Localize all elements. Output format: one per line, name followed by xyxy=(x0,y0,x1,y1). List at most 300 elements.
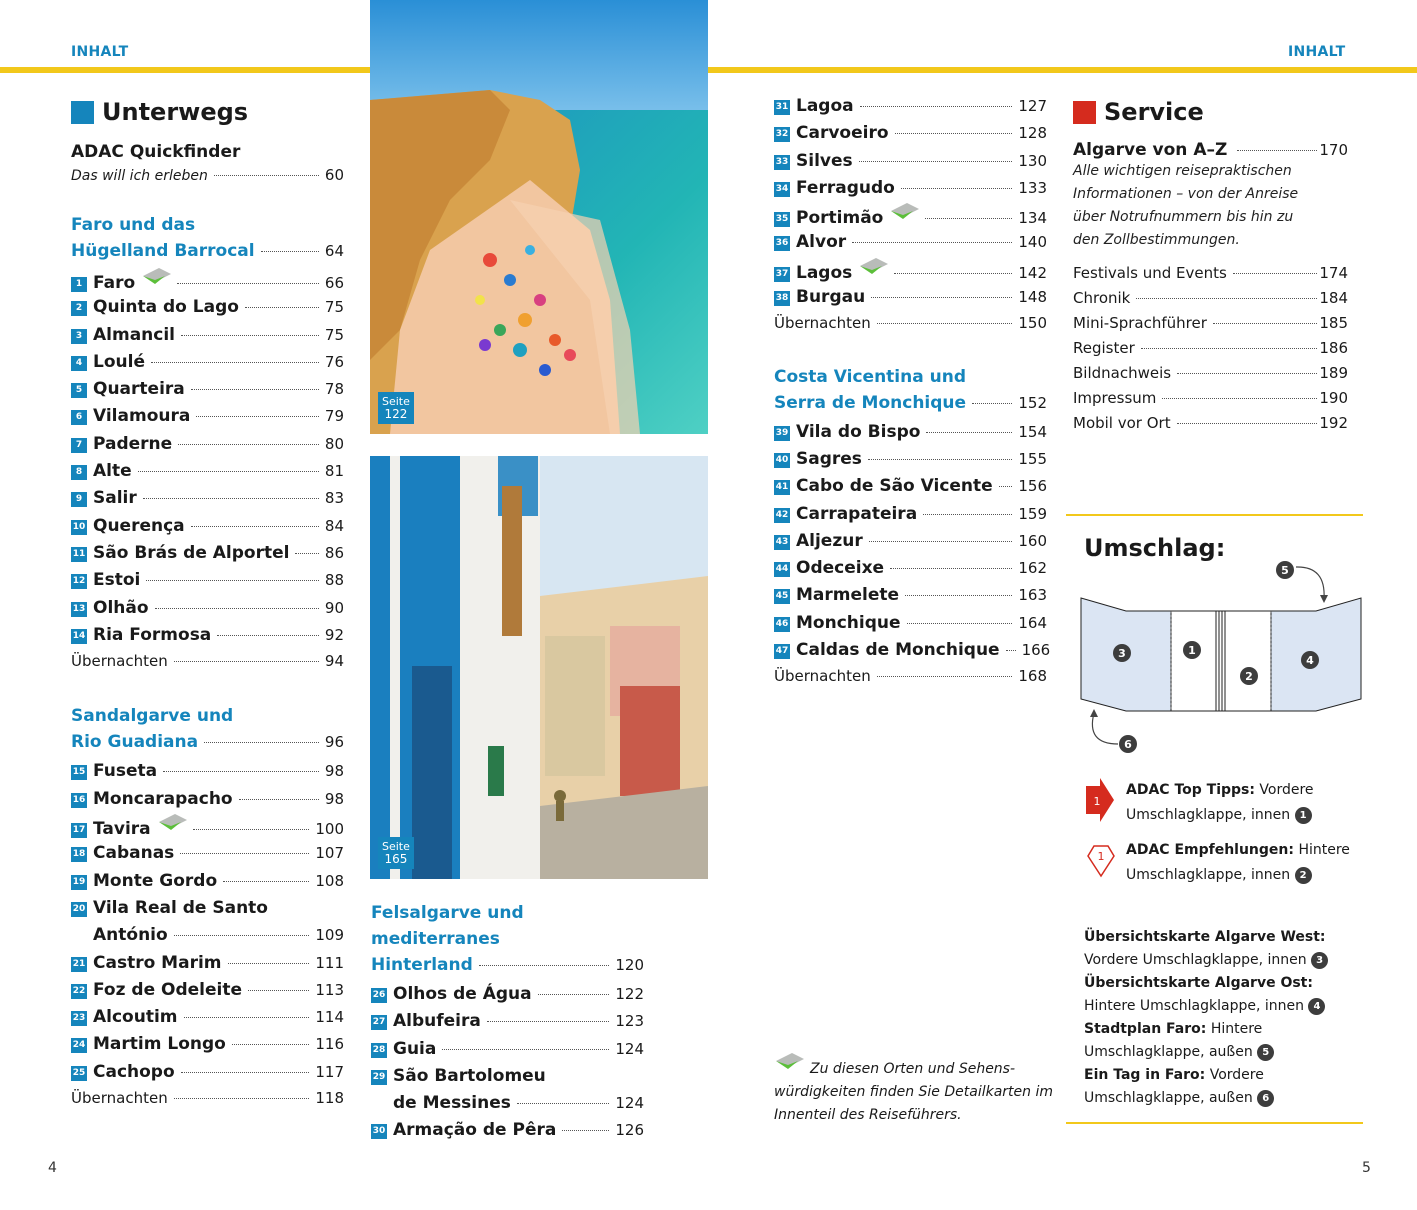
entry-number-badge: 26 xyxy=(371,988,387,1003)
leader-dots xyxy=(972,403,1012,404)
page-number: 98 xyxy=(324,789,344,808)
toc-entry[interactable] xyxy=(71,789,344,816)
entry-number-badge: 35 xyxy=(774,212,790,227)
overview-text: Vordere Umschlagklappe, außen xyxy=(1084,1067,1264,1106)
page-number: 94 xyxy=(324,652,344,671)
toc-entry[interactable] xyxy=(71,1034,344,1061)
page-number: 184 xyxy=(1319,289,1348,307)
page-number: 86 xyxy=(324,543,344,562)
legend-empfehlungen xyxy=(1084,838,1364,888)
toc-entry[interactable] xyxy=(71,816,344,843)
toc-entry[interactable] xyxy=(774,449,1047,476)
entry-number-badge: 7 xyxy=(71,438,87,453)
page-number: 192 xyxy=(1319,414,1348,432)
diagram-label-3: 3 xyxy=(1118,647,1126,660)
leader-dots xyxy=(999,486,1013,487)
entry-label: António xyxy=(93,925,168,946)
toc-column-1 xyxy=(71,98,344,1116)
leader-dots xyxy=(1006,650,1016,651)
page-number: 120 xyxy=(615,956,644,974)
leader-dots xyxy=(905,595,1012,596)
page-number: 190 xyxy=(1319,389,1348,407)
toc-entry[interactable] xyxy=(71,1007,344,1034)
legend-text: Vordere Umschlagklappe, innen xyxy=(1126,782,1314,823)
leader-dots xyxy=(1141,348,1318,349)
entry-label: Vilamoura xyxy=(93,406,191,427)
page-number: 107 xyxy=(315,844,344,863)
badge-page: 122 xyxy=(384,407,408,421)
toc-entry[interactable] xyxy=(71,598,344,625)
page-number: 185 xyxy=(1319,314,1348,332)
leader-dots xyxy=(214,175,319,176)
footnote-text: Zu diesen Orten und Sehens-würdigkeiten finden Sie Detailkarten im Innenteil des Reiseführers. xyxy=(774,1061,1053,1123)
leader-dots xyxy=(261,251,319,252)
page-number: 166 xyxy=(1021,641,1051,660)
toc-entry[interactable] xyxy=(774,585,1047,612)
region-title-line2: Serra de Monchique xyxy=(774,392,967,413)
toc-entry-continuation[interactable] xyxy=(371,1093,644,1120)
service-column xyxy=(1073,98,1348,439)
entry-label: Salir xyxy=(93,488,137,509)
region-title-row[interactable] xyxy=(371,952,644,978)
entry-number-badge: 1 xyxy=(71,277,87,292)
page-number: 118 xyxy=(315,1089,344,1108)
leader-dots xyxy=(925,218,1012,219)
entry-number-badge: 36 xyxy=(774,236,790,251)
entry-number-badge: 14 xyxy=(71,629,87,644)
toc-entry[interactable] xyxy=(71,898,344,925)
region-sandalgarve xyxy=(71,703,344,1116)
toc-entry-plain[interactable] xyxy=(774,667,1047,694)
toc-entry[interactable] xyxy=(71,325,344,352)
page-number: 81 xyxy=(324,462,344,481)
toc-entry[interactable] xyxy=(774,613,1047,640)
running-head-left: INHALT xyxy=(71,44,129,60)
entry-label: Tavira xyxy=(93,819,151,840)
toc-entry[interactable] xyxy=(774,558,1047,585)
toc-entry-plain[interactable] xyxy=(1073,364,1348,389)
beach-photo-illustration xyxy=(370,0,708,434)
leader-dots xyxy=(860,106,1013,107)
toc-entry-plain[interactable] xyxy=(1073,314,1348,339)
toc-column-3 xyxy=(774,96,1051,695)
toc-entry[interactable] xyxy=(774,531,1047,558)
toc-entry[interactable] xyxy=(774,476,1047,503)
page-number: 164 xyxy=(1018,613,1047,632)
entry-number-badge: 6 xyxy=(71,410,87,425)
leader-dots xyxy=(193,829,310,830)
page-number: 108 xyxy=(315,871,344,890)
entry-label: Querença xyxy=(93,515,185,536)
street-photo xyxy=(370,456,708,879)
toc-entry-plain[interactable] xyxy=(1073,289,1348,314)
entry-number-badge: 33 xyxy=(774,155,790,170)
leader-dots xyxy=(191,389,319,390)
page-number: 75 xyxy=(324,298,344,317)
icon-number: 1 xyxy=(1097,850,1105,863)
entry-label: Alcoutim xyxy=(93,1007,178,1028)
toc-entry[interactable] xyxy=(371,1011,644,1038)
entry-label: Paderne xyxy=(93,433,173,454)
toc-entry[interactable] xyxy=(71,843,344,870)
page-number: 130 xyxy=(1018,151,1047,170)
page-number: 64 xyxy=(324,242,344,260)
legend-bold: ADAC Top Tipps: xyxy=(1126,782,1255,798)
overview-entry xyxy=(1084,926,1364,972)
toc-entry[interactable] xyxy=(371,1120,644,1147)
toc-entry[interactable] xyxy=(71,406,344,433)
toc-entry[interactable] xyxy=(71,297,344,324)
entry-label: Burgau xyxy=(796,287,866,308)
entry-description: Alle wichtigen reisepraktischen Informationen – von der Anreise über Notrufnummern bis hin zu den Zollbestimmungen. xyxy=(1073,163,1299,248)
leader-dots xyxy=(1237,150,1317,151)
section-heading-unterwegs xyxy=(71,98,344,126)
leader-dots xyxy=(871,297,1012,298)
leader-dots xyxy=(868,459,1012,460)
toc-entry-plain[interactable] xyxy=(774,314,1047,341)
toc-entry[interactable] xyxy=(71,516,344,543)
section-heading-service xyxy=(1073,98,1348,126)
toc-entry[interactable] xyxy=(774,640,1051,667)
page-number: 150 xyxy=(1018,314,1047,333)
leader-dots xyxy=(926,432,1012,433)
entry-label: Alte xyxy=(93,461,132,482)
blue-square-icon xyxy=(71,101,94,124)
toc-entry[interactable] xyxy=(71,543,344,570)
page-number: 154 xyxy=(1018,422,1047,441)
entry-label: Übernachten xyxy=(774,667,871,686)
page-number: 83 xyxy=(324,489,344,508)
toc-entry[interactable] xyxy=(774,205,1047,232)
entry-number-badge: 4 xyxy=(71,356,87,371)
leader-dots xyxy=(869,541,1013,542)
toc-entry-plain[interactable] xyxy=(1073,389,1348,414)
region-entries xyxy=(371,984,644,1148)
badge-page: 165 xyxy=(384,852,408,866)
toc-entry[interactable] xyxy=(71,352,344,379)
diagram-label-6: 6 xyxy=(1124,738,1132,751)
leader-dots xyxy=(1136,298,1317,299)
page-number: 96 xyxy=(324,733,344,752)
overview-text: Hintere Umschlagklappe, innen xyxy=(1084,998,1304,1014)
entry-number-badge: 41 xyxy=(774,480,790,495)
toc-entry[interactable] xyxy=(371,1039,644,1066)
leader-dots xyxy=(907,623,1013,624)
toc-entry[interactable] xyxy=(371,984,644,1011)
entry-number-badge: 24 xyxy=(71,1038,87,1053)
entry-label: Übernachten xyxy=(71,1089,168,1108)
entry-number-badge: 2 xyxy=(71,301,87,316)
region-entries xyxy=(774,421,1051,695)
entry-number-badge: 45 xyxy=(774,589,790,604)
toc-entry[interactable] xyxy=(71,434,344,461)
entry-label: Monte Gordo xyxy=(93,870,218,891)
overview-entry xyxy=(1084,1018,1364,1064)
entry-label: São Brás de Alportel xyxy=(93,542,290,563)
page-number-right: 5 xyxy=(1362,1160,1371,1176)
leader-dots xyxy=(562,1130,609,1131)
toc-entry[interactable] xyxy=(71,270,344,297)
page-number: 122 xyxy=(615,985,644,1003)
toc-entry-plain[interactable] xyxy=(1073,414,1348,439)
entry-label: Fuseta xyxy=(93,761,158,782)
toc-entry[interactable] xyxy=(774,123,1047,150)
page-number: 148 xyxy=(1018,288,1047,307)
entry-label: Mobil vor Ort xyxy=(1073,414,1171,432)
leader-dots xyxy=(877,676,1013,677)
toc-entry[interactable] xyxy=(71,570,344,597)
toc-entry[interactable] xyxy=(71,1062,344,1089)
page-number: 127 xyxy=(1018,97,1047,115)
entry-label: Vila do Bispo xyxy=(796,421,921,442)
entry-label: Alvor xyxy=(796,232,847,253)
cover-fold-diagram xyxy=(1076,561,1366,761)
page-number: 174 xyxy=(1319,264,1348,282)
page-number: 168 xyxy=(1018,667,1047,686)
toc-entry[interactable] xyxy=(774,422,1047,449)
toc-entry[interactable] xyxy=(774,151,1047,178)
toc-entry[interactable] xyxy=(71,379,344,406)
detail-map-icon xyxy=(858,258,888,276)
leader-dots xyxy=(174,661,319,662)
entry-label: Caldas de Monchique xyxy=(796,640,1000,661)
entry-label: Impressum xyxy=(1073,389,1157,407)
entry-label: Martim Longo xyxy=(93,1034,226,1055)
toc-entry[interactable] xyxy=(71,488,344,515)
leader-dots xyxy=(163,771,319,772)
toc-entry[interactable] xyxy=(371,1066,644,1093)
leader-dots xyxy=(895,133,1013,134)
legend-top-tipps xyxy=(1084,778,1364,828)
leader-dots xyxy=(196,416,319,417)
entry-number-badge: 30 xyxy=(371,1124,387,1139)
cover-guide-box xyxy=(1066,514,1363,1124)
toc-entry[interactable] xyxy=(71,980,344,1007)
entry-number-badge: 32 xyxy=(774,127,790,142)
header-rule-right xyxy=(708,67,1417,73)
entry-number-badge: 34 xyxy=(774,182,790,197)
toc-entry[interactable] xyxy=(71,871,344,898)
leader-dots xyxy=(239,799,319,800)
leader-dots xyxy=(538,994,610,995)
toc-entry-plain[interactable] xyxy=(1073,264,1348,289)
entry-label: Quarteira xyxy=(93,379,185,400)
entry-label: Carrapateira xyxy=(796,503,918,524)
entry-label: de Messines xyxy=(393,1093,511,1114)
entry-label: Bildnachweis xyxy=(1073,364,1172,382)
entry-number-badge: 22 xyxy=(71,984,87,999)
leader-dots xyxy=(894,273,1012,274)
leader-dots xyxy=(1233,273,1318,274)
entry-label: Aljezur xyxy=(796,530,863,551)
detail-map-icon xyxy=(774,1053,804,1071)
leader-dots xyxy=(155,608,319,609)
page-number: 116 xyxy=(315,1035,344,1054)
page-number-left: 4 xyxy=(48,1160,57,1176)
entry-label: Cabo de São Vicente xyxy=(796,476,993,497)
entry-number-badge: 17 xyxy=(71,823,87,838)
entry-label: Estoi xyxy=(93,570,141,591)
page-number: 186 xyxy=(1319,339,1348,357)
toc-entry-quickfinder[interactable] xyxy=(71,166,344,184)
page-number: 109 xyxy=(315,926,344,945)
entry-number-badge: 12 xyxy=(71,574,87,589)
entry-label: Carvoeiro xyxy=(796,123,889,144)
page-number: 133 xyxy=(1018,178,1047,197)
entry-label: Vila Real de Santo xyxy=(93,897,268,918)
running-head-right: INHALT xyxy=(1288,44,1346,60)
leader-dots xyxy=(1177,373,1317,374)
region-title-row[interactable] xyxy=(774,390,1047,416)
toc-entry[interactable] xyxy=(71,461,344,488)
toc-entry-algarve-a-z[interactable] xyxy=(1073,140,1348,160)
leader-dots xyxy=(177,283,319,284)
ref-circle: 6 xyxy=(1257,1090,1274,1107)
leader-dots xyxy=(228,963,310,964)
map-footnote xyxy=(774,1055,1054,1127)
toc-entry[interactable] xyxy=(71,625,344,652)
page-number: 113 xyxy=(315,980,344,999)
page-number: 123 xyxy=(615,1012,644,1031)
region-faro xyxy=(71,212,344,679)
leader-dots xyxy=(1213,323,1317,324)
ref-circle: 3 xyxy=(1311,952,1328,969)
entry-label: Albufeira xyxy=(393,1011,481,1032)
toc-entry[interactable] xyxy=(774,504,1047,531)
entry-number-badge: 10 xyxy=(71,520,87,535)
toc-entry-plain[interactable] xyxy=(71,1089,344,1116)
entry-label: Odeceixe xyxy=(796,558,885,579)
page-number: 159 xyxy=(1018,504,1047,523)
entry-label: Castro Marim xyxy=(93,952,222,973)
leader-dots xyxy=(217,635,319,636)
page-number: 75 xyxy=(324,325,344,344)
entry-number-badge: 43 xyxy=(774,535,790,550)
entry-label: Mini-Sprachführer xyxy=(1073,314,1207,332)
entry-number-badge: 28 xyxy=(371,1043,387,1058)
quickfinder-title: ADAC Quickfinder xyxy=(71,142,241,162)
toc-entry[interactable] xyxy=(774,287,1047,314)
page-number: 114 xyxy=(315,1008,344,1027)
entry-number-badge: 21 xyxy=(71,957,87,972)
region-title-line2: Rio Guadiana xyxy=(71,732,199,753)
entry-number-badge: 9 xyxy=(71,492,87,507)
overview-entry xyxy=(1084,972,1364,1018)
diagram-label-2: 2 xyxy=(1245,670,1253,683)
badge-label: Seite xyxy=(382,840,410,853)
entry-label: Olhos de Água xyxy=(393,984,532,1004)
entry-number-badge: 47 xyxy=(774,644,790,659)
region-title-line1: Sandalgarve und xyxy=(71,706,234,727)
entry-number-badge: 15 xyxy=(71,765,87,780)
entry-label: Sagres xyxy=(796,448,862,469)
page-number: 80 xyxy=(324,434,344,453)
entry-number-badge: 44 xyxy=(774,562,790,577)
entry-label: Silves xyxy=(796,150,853,171)
overview-text: Hintere Umschlagklappe, außen xyxy=(1084,1021,1263,1060)
page-number: 134 xyxy=(1018,209,1047,228)
entry-label: Portimão xyxy=(796,208,884,229)
region-title-line1: Costa Vicentina und xyxy=(774,366,967,387)
page-number: 140 xyxy=(1018,233,1047,252)
overview-bold: Übersichtskarte Algarve West: xyxy=(1084,929,1326,945)
entry-label: Lagoa xyxy=(796,96,854,116)
page-number: 84 xyxy=(324,516,344,535)
leader-dots xyxy=(479,965,610,966)
page-number: 189 xyxy=(1319,364,1348,382)
entry-label: Marmelete xyxy=(796,585,900,606)
page-ref-badge xyxy=(378,837,414,869)
detail-map-icon xyxy=(889,203,919,221)
page-number: 142 xyxy=(1018,263,1047,282)
toc-entry[interactable] xyxy=(71,761,344,788)
empfehlung-marker-icon xyxy=(1086,842,1116,878)
street-photo-illustration xyxy=(370,456,708,879)
entry-label: Register xyxy=(1073,339,1135,357)
page-number: 126 xyxy=(615,1121,644,1140)
leader-dots xyxy=(178,444,319,445)
page-number: 88 xyxy=(324,571,344,590)
toc-entry-continuation[interactable] xyxy=(71,925,344,952)
entry-label: Monchique xyxy=(796,612,901,633)
page-number: 124 xyxy=(615,1094,644,1113)
entry-number-badge: 40 xyxy=(774,453,790,468)
region-title-row[interactable] xyxy=(71,238,344,264)
entry-number-badge: 8 xyxy=(71,465,87,480)
ref-circle: 5 xyxy=(1257,1044,1274,1061)
page-number: 79 xyxy=(324,407,344,426)
entry-label: Das will ich erleben xyxy=(71,168,208,184)
entry-label: Algarve von A–Z xyxy=(1073,140,1228,160)
leader-dots xyxy=(184,1017,310,1018)
entry-label: Cachopo xyxy=(93,1061,175,1082)
entry-number-badge: 5 xyxy=(71,383,87,398)
entry-label: São Bartolomeu xyxy=(393,1065,546,1086)
toc-entry[interactable] xyxy=(774,232,1047,259)
page-number: 111 xyxy=(315,953,344,972)
toc-entry[interactable] xyxy=(71,953,344,980)
page-number: 128 xyxy=(1018,124,1047,143)
entry-number-badge: 19 xyxy=(71,875,87,890)
leader-dots xyxy=(923,514,1012,515)
toc-entry-plain[interactable] xyxy=(71,652,344,679)
toc-entry[interactable] xyxy=(774,96,1047,123)
page-number: 90 xyxy=(324,598,344,617)
region-costa-vicentina xyxy=(774,364,1051,695)
entry-number-badge: 13 xyxy=(71,602,87,617)
page-number: 160 xyxy=(1018,531,1047,550)
toc-entry[interactable] xyxy=(774,260,1047,287)
entry-label: Chronik xyxy=(1073,289,1131,307)
leader-dots xyxy=(442,1049,609,1050)
entry-label: Ferragudo xyxy=(796,177,895,198)
toc-entry[interactable] xyxy=(774,178,1047,205)
entry-number-badge: 42 xyxy=(774,508,790,523)
leader-dots xyxy=(232,1044,310,1045)
red-square-icon xyxy=(1073,101,1096,124)
region-title-row[interactable] xyxy=(71,729,344,755)
region-title-line2: Hinterland xyxy=(371,955,473,975)
ref-circle: 4 xyxy=(1308,998,1325,1015)
entry-label: Cabanas xyxy=(93,843,175,864)
leader-dots xyxy=(859,161,1013,162)
leader-dots xyxy=(181,1072,310,1073)
toc-entry-plain[interactable] xyxy=(1073,339,1348,364)
entry-label: Festivals und Events xyxy=(1073,264,1227,282)
entry-label: Übernachten xyxy=(71,652,168,671)
leader-dots xyxy=(295,553,318,554)
leader-dots xyxy=(174,935,310,936)
